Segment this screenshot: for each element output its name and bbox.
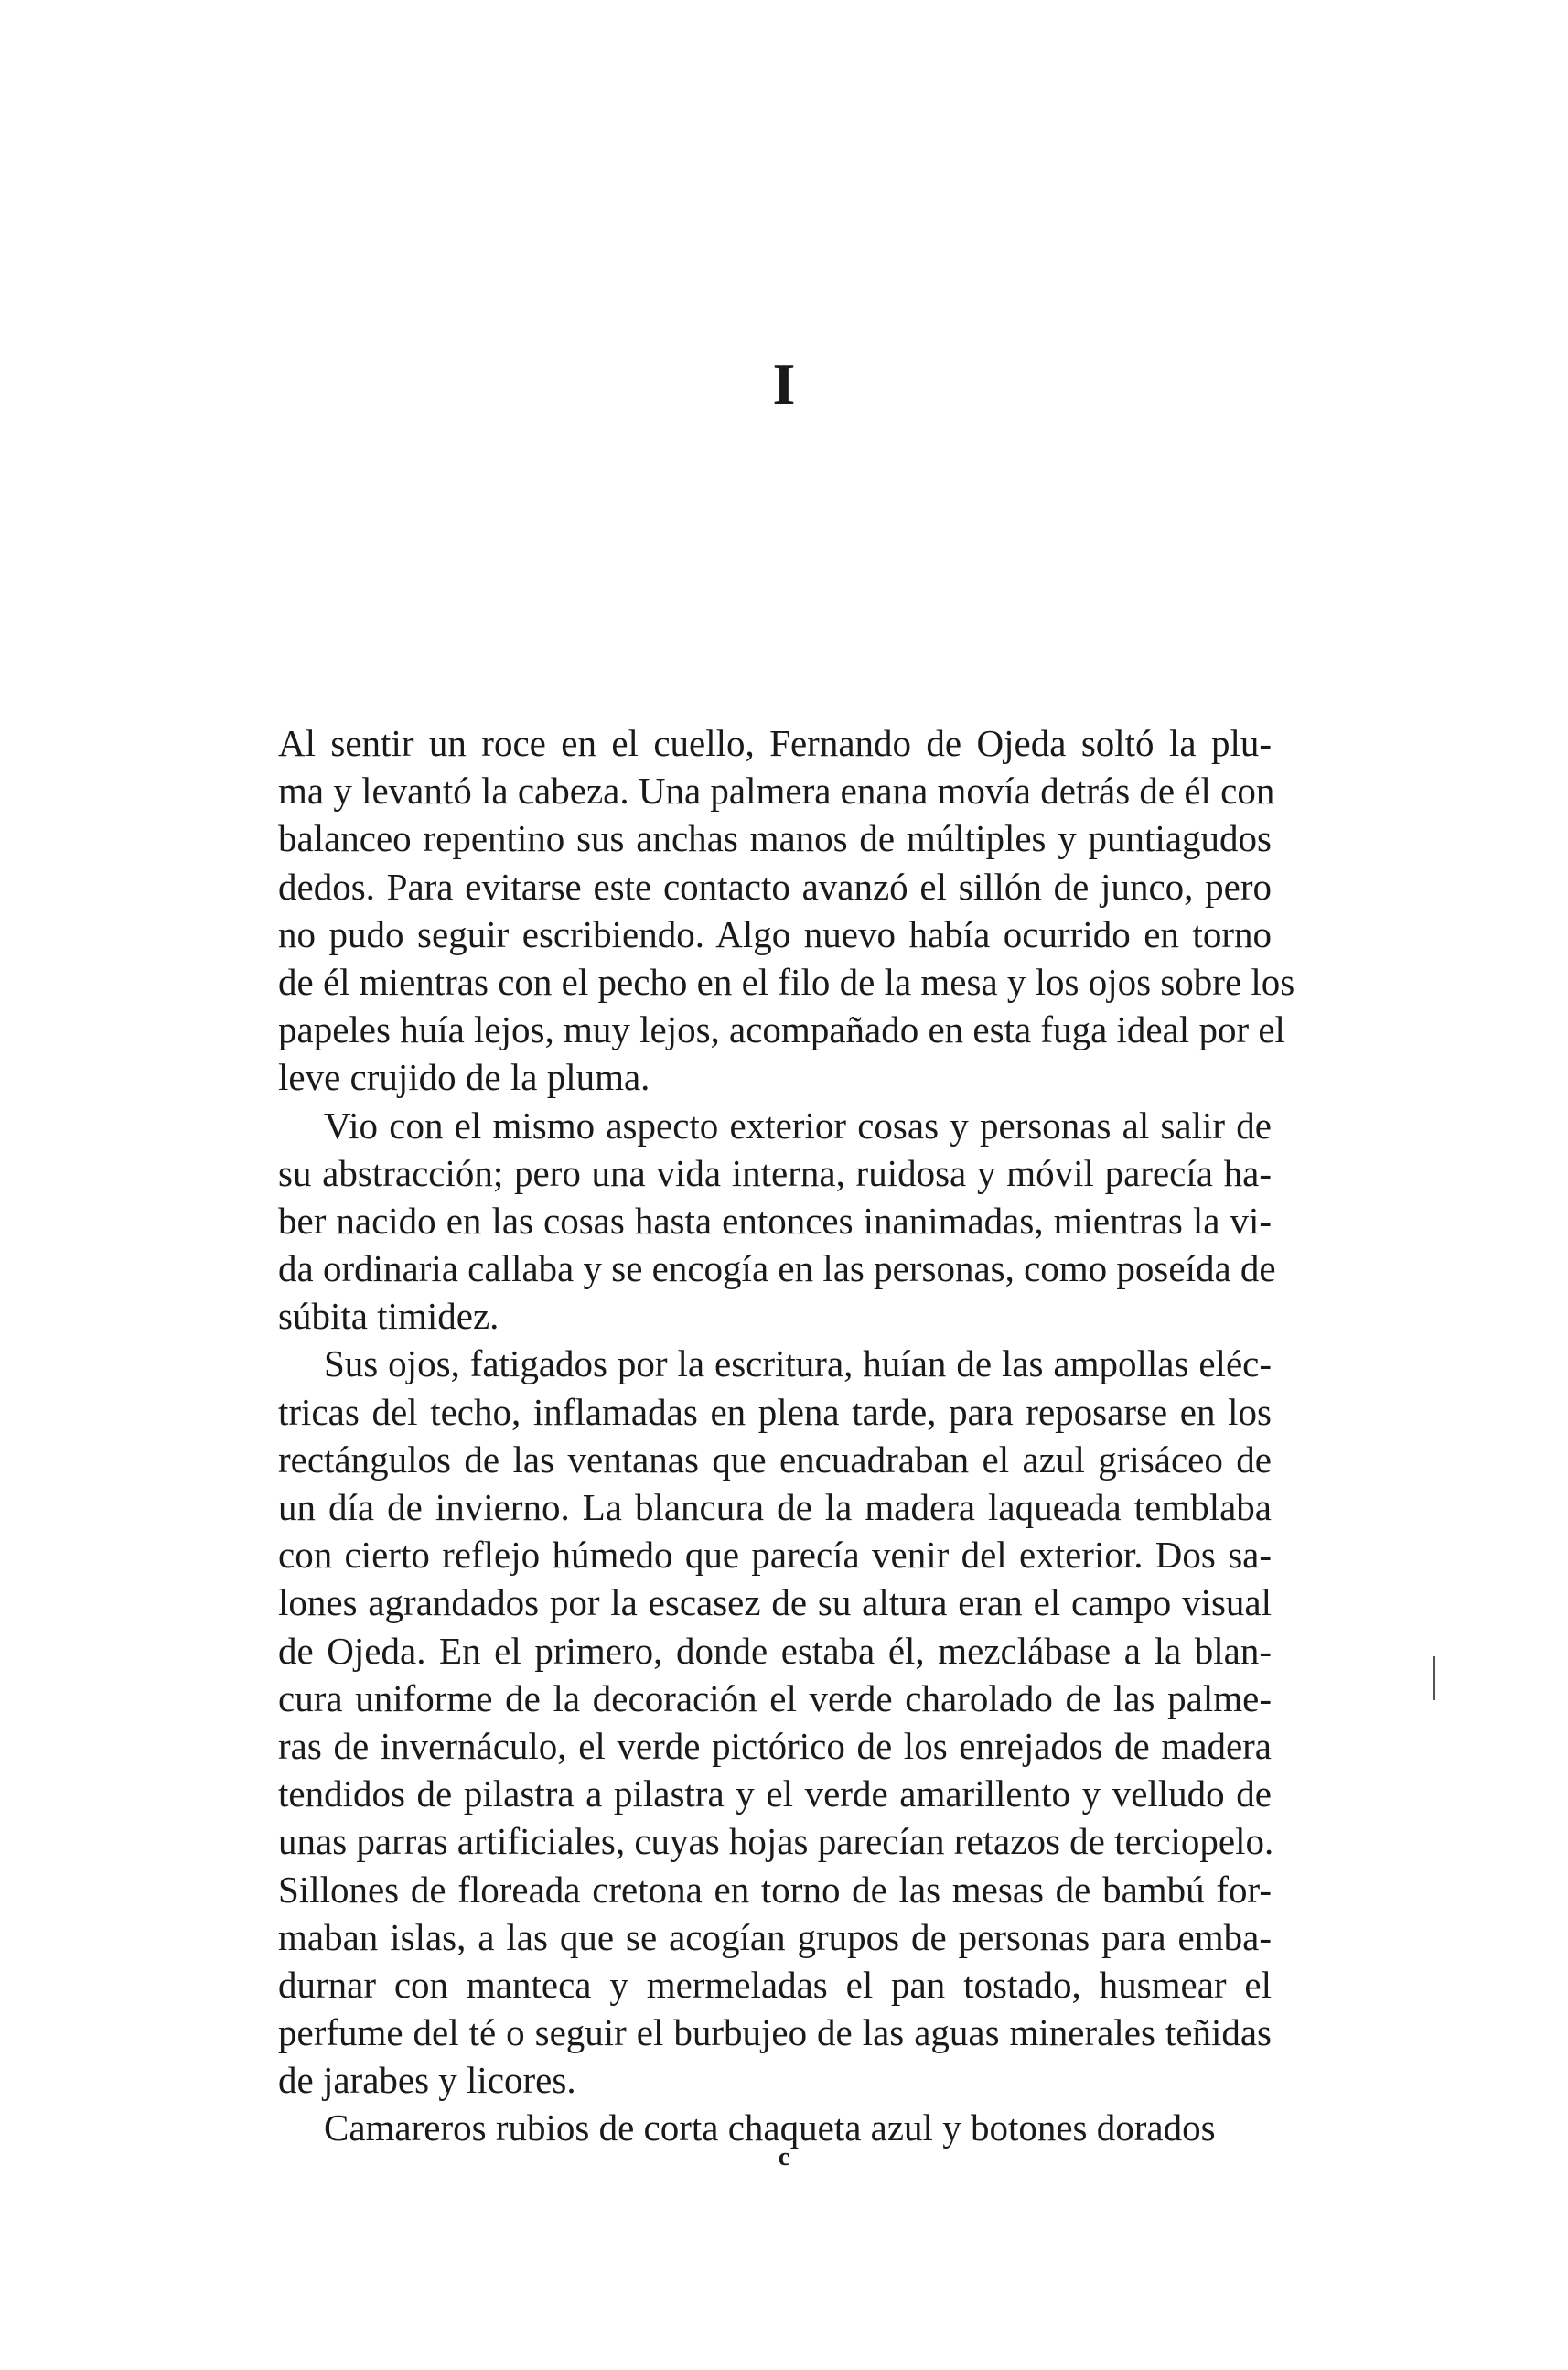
text-line: unas parras artificiales, cuyas hojas parecían retazos de terciopelo. — [278, 1820, 1274, 1863]
text-line: perfume del té o seguir el burbujeo de las aguas minerales teñidas — [278, 2011, 1272, 2054]
text-line: tricas del techo, inflamadas en plena tarde, para reposarse en los — [278, 1390, 1272, 1433]
chapter-body-text — [278, 719, 1295, 2152]
paragraph — [278, 1340, 1272, 2104]
text-line: da ordinaria callaba y se encogía en las personas, como poseída de — [278, 1247, 1276, 1290]
page-folio: c — [778, 2143, 790, 2171]
text-line: durnar con manteca y mermeladas el pan tostado, husmear el — [278, 1963, 1272, 2006]
text-line: leve crujido de la pluma. — [278, 1056, 650, 1099]
text-line: ma y levantó la cabeza. Una palmera enana movía detrás de él con — [278, 770, 1275, 813]
text-line: un día de invierno. La blancura de la madera laqueada temblaba — [278, 1486, 1272, 1528]
text-line: Camareros rubios de corta chaqueta azul y botones dorados — [324, 2106, 1216, 2149]
text-line: papeles huía lejos, muy lejos, acompañado en esta fuga ideal por el — [278, 1008, 1285, 1051]
margin-mark — [1433, 1656, 1435, 1700]
chapter-number: I — [772, 351, 796, 416]
text-line: balanceo repentino sus anchas manos de múltiples y puntiagudos — [278, 817, 1272, 860]
text-line: súbita timidez. — [278, 1295, 499, 1338]
text-line: de jarabes y licores. — [278, 2059, 576, 2102]
text-line: cura uniforme de la decoración el verde charolado de las palme- — [278, 1676, 1272, 1719]
paragraph — [278, 1102, 1276, 1341]
text-line: con cierto reflejo húmedo que parecía venir del exterior. Dos sa- — [278, 1534, 1272, 1577]
text-line: Sillones de floreada cretona en torno de las mesas de bambú for- — [278, 1868, 1272, 1911]
text-line: ber nacido en las cosas hasta entonces inanimadas, mientras la vi- — [278, 1199, 1272, 1242]
text-line: su abstracción; pero una vida interna, ruidosa y móvil parecía ha- — [278, 1151, 1272, 1194]
text-line: Al sentir un roce en el cuello, Fernando de Ojeda soltó la plu- — [278, 722, 1272, 764]
text-line: de él mientras con el pecho en el filo de la mesa y los ojos sobre los — [278, 960, 1295, 1003]
text-line: rectángulos de las ventanas que encuadraban el azul grisáceo de — [278, 1438, 1272, 1481]
text-line: no pudo seguir escribiendo. Algo nuevo había ocurrido en torno — [278, 912, 1272, 955]
text-line: de Ojeda. En el primero, donde estaba él, mezclábase a la blan- — [278, 1629, 1272, 1672]
text-line: Vio con el mismo aspecto exterior cosas y personas al salir de — [324, 1104, 1272, 1147]
text-line: ras de invernáculo, el verde pictórico de los enrejados de madera — [278, 1724, 1272, 1767]
text-line: maban islas, a las que se acogían grupos de personas para emba- — [278, 1915, 1272, 1958]
paragraph — [278, 719, 1295, 1102]
text-line: lones agrandados por la escasez de su altura eran el campo visual — [278, 1581, 1272, 1624]
text-line: Sus ojos, fatigados por la escritura, huían de las ampollas eléc- — [324, 1342, 1272, 1385]
text-line: dedos. Para evitarse este contacto avanzó el sillón de junco, pero — [278, 865, 1272, 908]
text-line: tendidos de pilastra a pilastra y el verde amarillento y velludo de — [278, 1772, 1272, 1815]
